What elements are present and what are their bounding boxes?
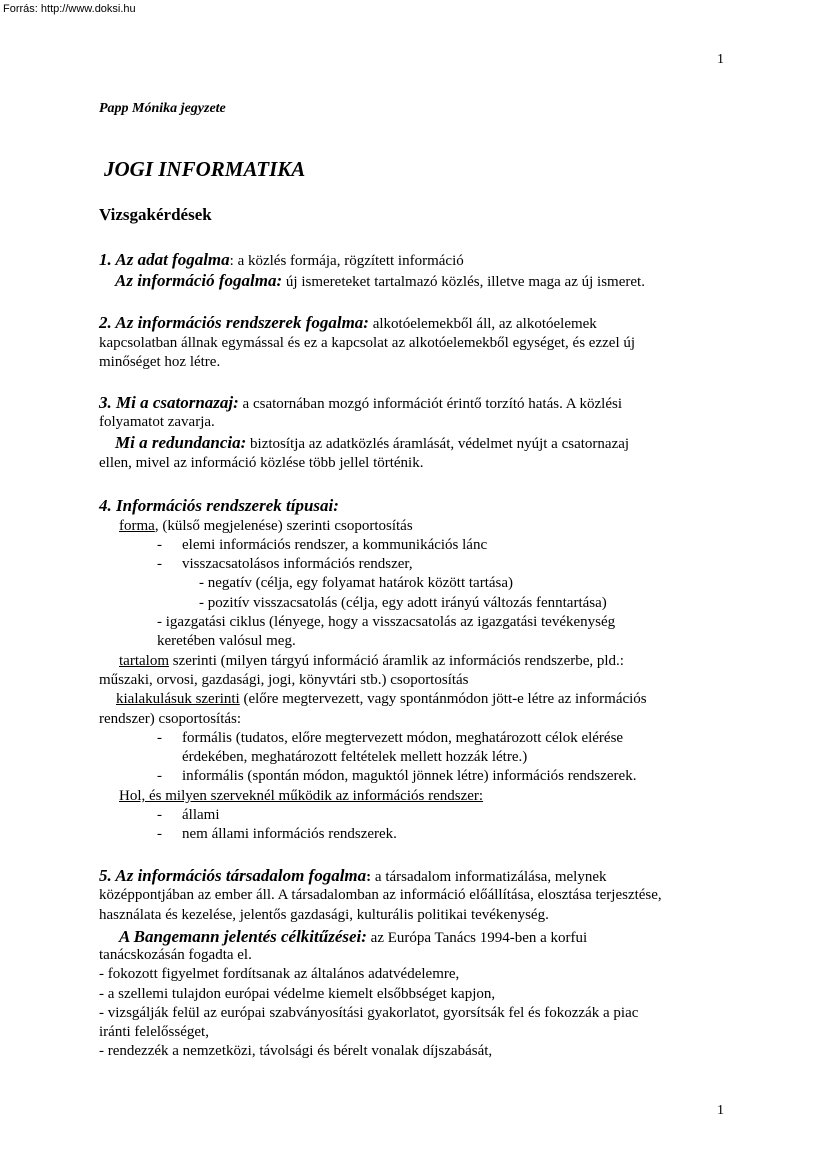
- q4-hol-label: Hol, és milyen szerveknél működik az információs rendszer:: [119, 788, 484, 804]
- q4-subitem1: - negatív (célja, egy folyamat határok között tartása): [199, 575, 514, 591]
- q5-colon: :: [366, 869, 372, 885]
- q5-line5: tanácskozásán fogadta el.: [99, 947, 252, 963]
- q5-heading2: A Bangemann jelentés célkitűzései:: [119, 927, 367, 946]
- q4-tartalom-line: [119, 652, 624, 671]
- q1-text2: új ismereteket tartalmazó közlés, illetve maga az új ismeret.: [282, 274, 645, 290]
- q4-item2: visszacsatolásos információs rendszer,: [182, 556, 413, 572]
- q3-heading: 3. Mi a csatornazaj:: [99, 393, 239, 412]
- q4-heading: 4. Információs rendszerek típusai:: [99, 496, 339, 515]
- q4-forma-label: forma: [119, 518, 155, 534]
- q4-kialakulas-line2: rendszer) csoportosítás:: [99, 711, 242, 727]
- q5-line4: [119, 927, 587, 948]
- q5-line3: használata és kezelése, jelentős gazdasági, kulturális politikai tevékenység.: [99, 907, 549, 923]
- q1-line1: [99, 250, 464, 271]
- q4-dash6: -: [157, 826, 162, 842]
- q4-item1: elemi információs rendszer, a kommunikációs lánc: [182, 537, 488, 553]
- q2-text: alkotóelemekből áll, az alkotóelemek: [368, 316, 597, 332]
- q4-forma-text: , (külső megjelenése) szerinti csoportosítás: [154, 518, 413, 534]
- page-number-top: 1: [717, 52, 724, 67]
- q5-line2: középpontjában az ember áll. A társadalomban az információ előállítása, elosztása terjesztése,: [99, 887, 662, 903]
- q4-dash1: -: [157, 537, 162, 553]
- author-line: Papp Mónika jegyzete: [99, 101, 226, 116]
- q4-item6: nem állami információs rendszerek.: [182, 826, 397, 842]
- q4-tartalom-label: tartalom: [119, 653, 169, 669]
- section-subtitle: Vizsgakérdések: [99, 205, 212, 224]
- q5-text2: az Európa Tanács 1994-ben a korfui: [366, 930, 588, 946]
- q4-hol-line: [119, 787, 483, 806]
- q4-item5: állami: [182, 807, 220, 823]
- q4-tartalom-text: szerinti (milyen tárgyú információ áramlik az információs rendszerbe, pld.:: [168, 653, 624, 669]
- q5-bullet2: - a szellemi tulajdon európai védelme kiemelt elsőbbséget kapjon,: [99, 986, 496, 1002]
- q3-line4: ellen, mivel az információ közlése több jellel történik.: [99, 455, 424, 471]
- q4-dash4: -: [157, 768, 162, 784]
- page-number-bottom: 1: [717, 1103, 724, 1118]
- q4-item4: informális (spontán módon, maguktól jönnek létre) információs rendszerek.: [182, 768, 637, 784]
- q3-line2: folyamatot zavarja.: [99, 414, 215, 430]
- q1-heading: 1. Az adat fogalma: [99, 250, 230, 269]
- q4-dash5: -: [157, 807, 162, 823]
- q4-tartalom-line2: műszaki, orvosi, gazdasági, jogi, könyvtári stb.) csoportosítás: [99, 672, 469, 688]
- q4-heading-line: [99, 496, 339, 517]
- q4-item3-cont: érdekében, meghatározott feltételek mellett hozzák létre.): [182, 749, 528, 765]
- q3-line3: [115, 433, 629, 454]
- q3-text: a csatornában mozgó információt érintő torzító hatás. A közlési: [238, 396, 623, 412]
- q5-bullet4: - rendezzék a nemzetközi, távolsági és bérelt vonalak díjszabását,: [99, 1043, 493, 1059]
- q4-subitem3: - igazgatási ciklus (lényege, hogy a visszacsatolás az igazgatási tevékenység: [157, 614, 616, 630]
- q4-subitem3-cont: keretében valósul meg.: [157, 633, 296, 649]
- q5-bullet3-cont: iránti felelősséget,: [99, 1024, 209, 1040]
- q5-bullet1: - fokozott figyelmet fordítsanak az általános adatvédelemre,: [99, 966, 460, 982]
- document-title: JOGI INFORMATIKA: [104, 157, 306, 181]
- q2-heading: 2. Az információs rendszerek fogalma:: [99, 313, 369, 332]
- q4-dash3: -: [157, 730, 162, 746]
- q4-kialakulas-line: [116, 690, 647, 709]
- q4-forma-line: [119, 517, 413, 536]
- q4-kialakulas-text: (előre megtervezett, vagy spontánmódon jött-e létre az információs: [239, 691, 647, 707]
- q1-text: : a közlés formája, rögzített információ: [229, 253, 464, 269]
- q5-heading: 5. Az információs társadalom fogalma: [99, 866, 367, 885]
- q5-text: a társadalom informatizálása, melynek: [371, 869, 607, 885]
- q2-line1: [99, 313, 597, 334]
- q5-bullet3: - vizsgálják felül az európai szabványosítási gyakorlatot, gyorsítsák fel és fokozzák a piac: [99, 1005, 639, 1021]
- q2-line3: minőséget hoz létre.: [99, 354, 221, 370]
- q1-heading2: Az információ fogalma:: [115, 271, 283, 290]
- q3-text2: biztosítja az adatközlés áramlását, védelmet nyújt a csatornazaj: [246, 436, 630, 452]
- source-url: Forrás: http://www.doksi.hu: [3, 3, 136, 15]
- q4-kialakulas-label: kialakulásuk szerinti: [116, 691, 240, 707]
- q3-heading2: Mi a redundancia:: [115, 433, 247, 452]
- q3-line1: [99, 393, 622, 414]
- q2-line2: kapcsolatban állnak egymással és ez a kapcsolat az alkotóelemekből egységet, és ezzel új: [99, 335, 636, 351]
- q4-subitem2: - pozitív visszacsatolás (célja, egy adott irányú változás fenntartása): [199, 595, 607, 611]
- q1-line2: [115, 271, 645, 292]
- q4-dash2: -: [157, 556, 162, 572]
- q4-item3: formális (tudatos, előre megtervezett módon, meghatározott célok elérése: [182, 730, 624, 746]
- q5-line1: [99, 866, 606, 887]
